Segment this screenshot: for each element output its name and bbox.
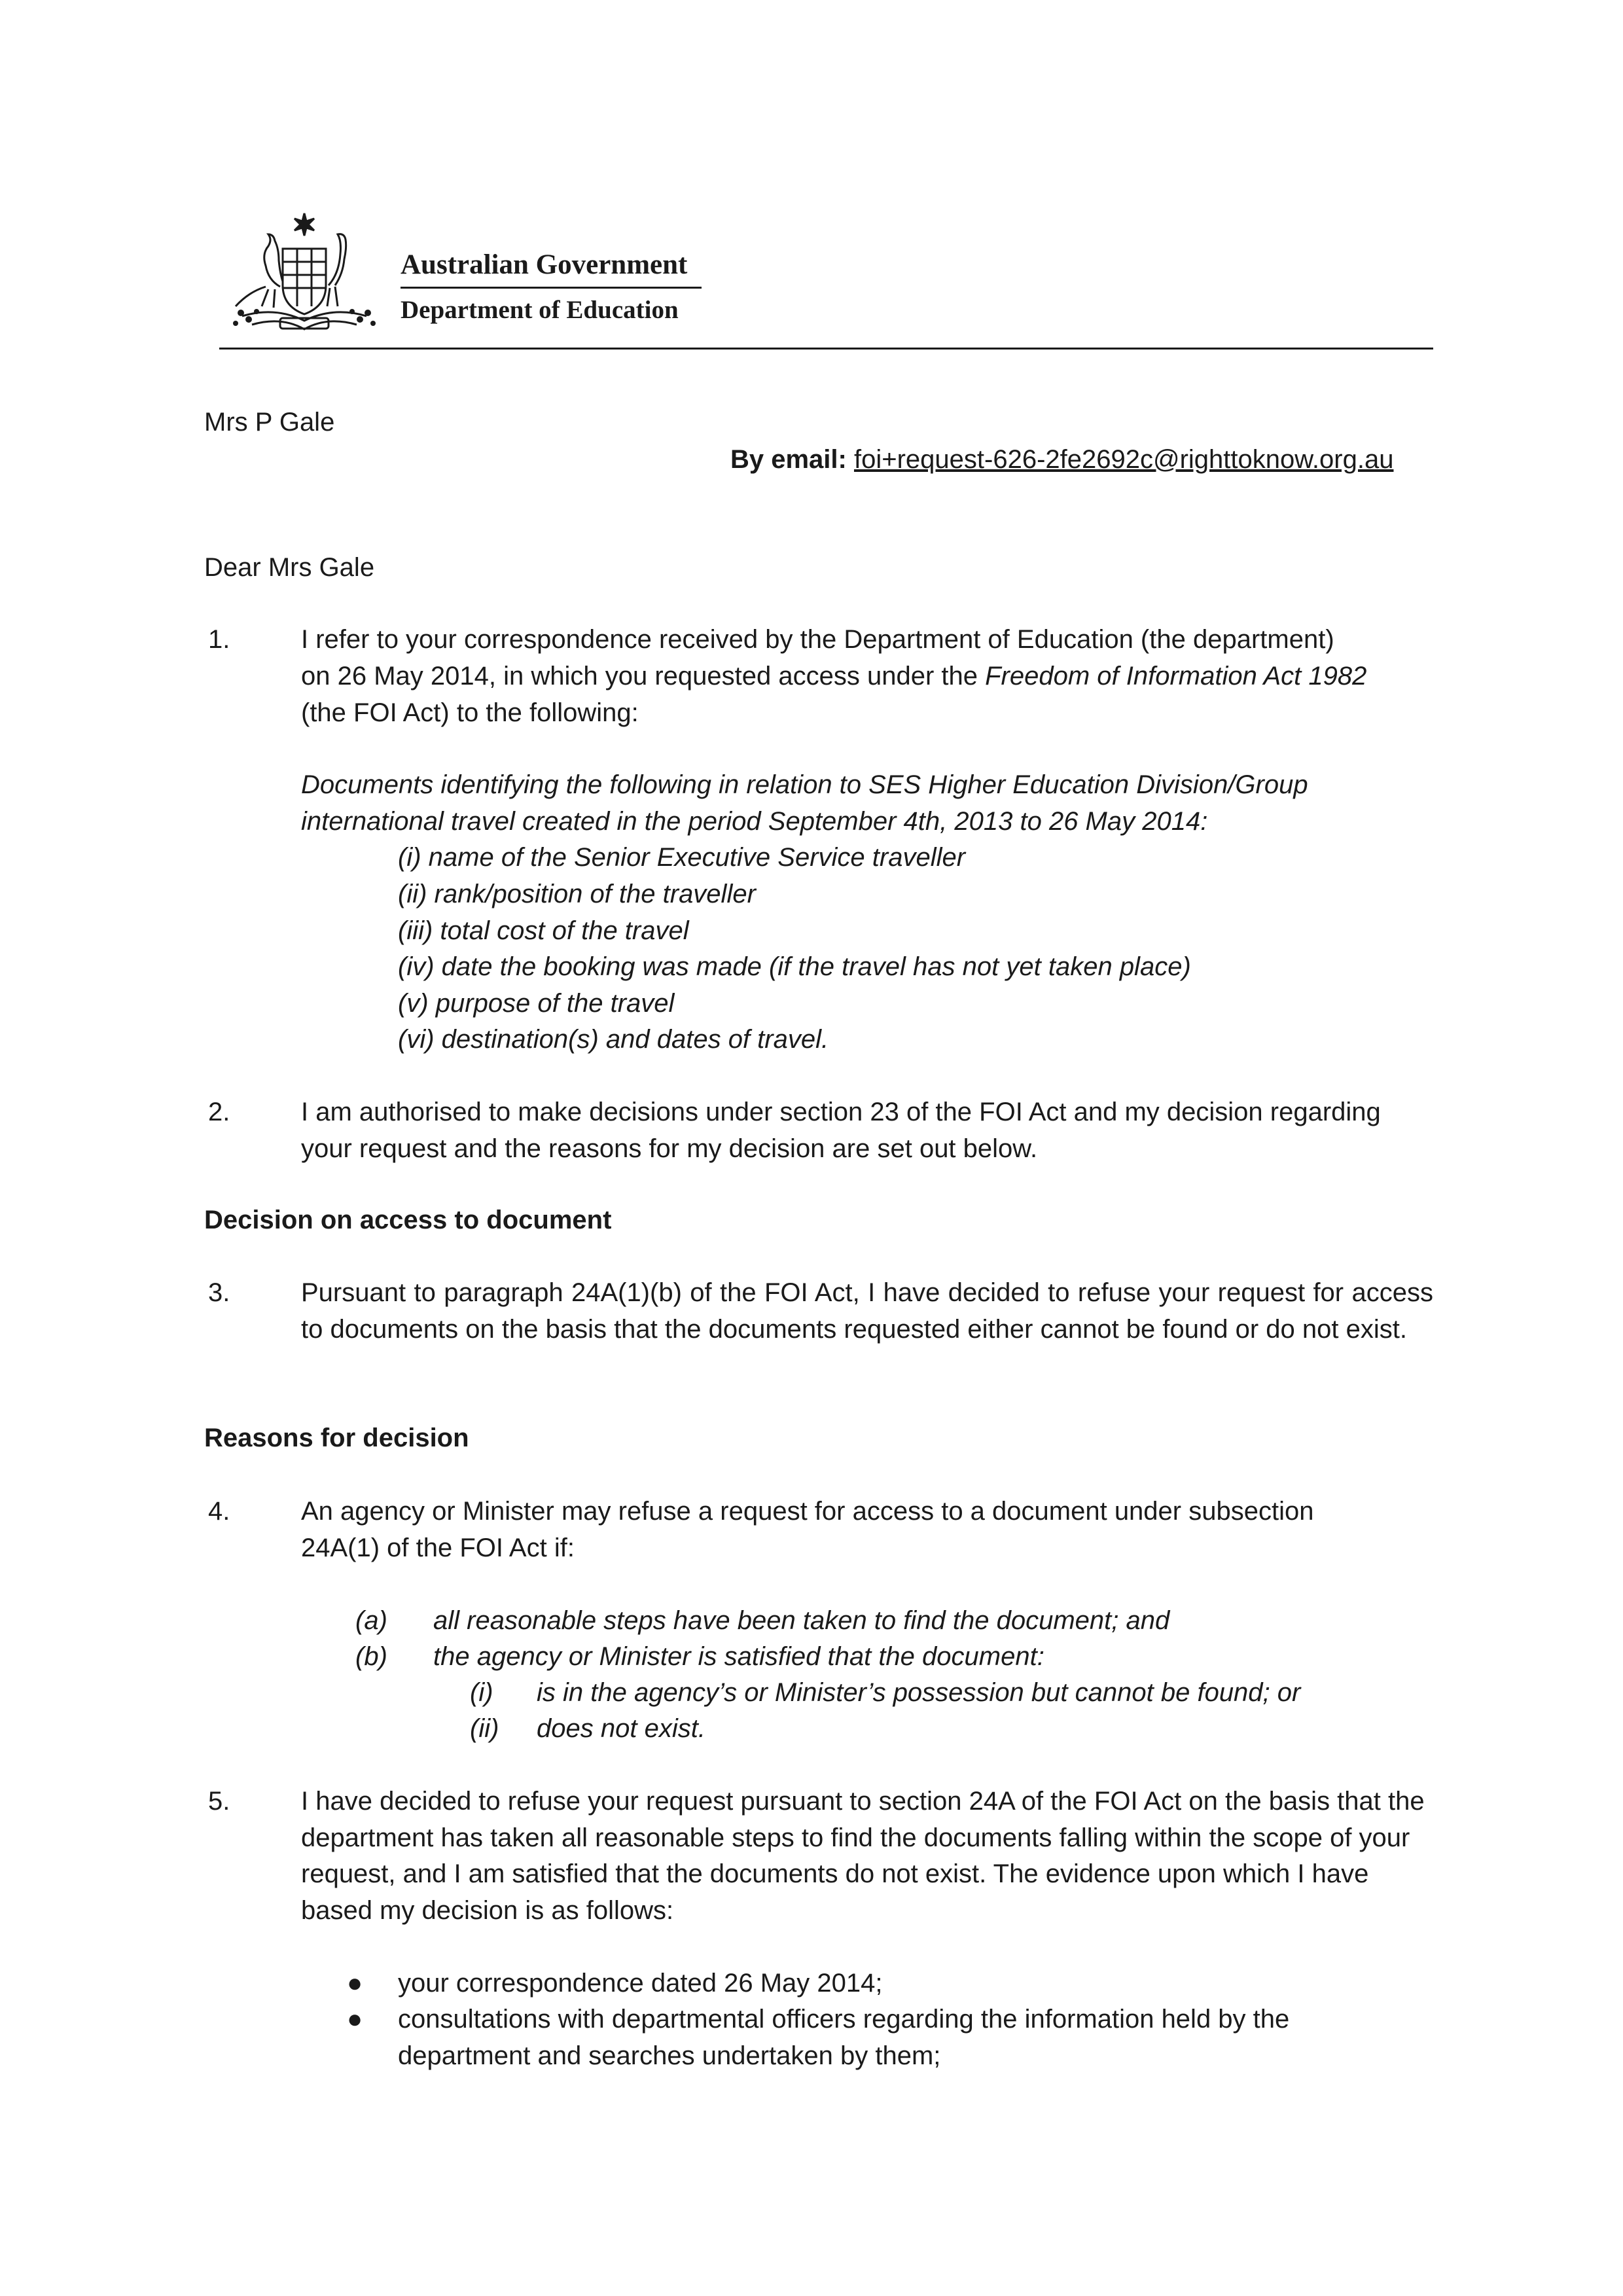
para-3-number: 3. <box>208 1278 230 1307</box>
bullet-item: your correspondence dated 26 May 2014; <box>398 1969 883 1998</box>
coat-of-arms-icon <box>223 208 386 339</box>
request-line-2: international travel created in the period September 4th, 2013 to 26 May 2014: <box>301 807 1208 836</box>
header-rule <box>219 348 1433 350</box>
clause-ii-label: (ii) <box>470 1714 499 1743</box>
request-item: (iv) date the booking was made (if the travel has not yet taken place) <box>398 952 1191 981</box>
para-1-text: on 26 May 2014, in which you requested access under the <box>301 662 986 691</box>
para-1-line-3: (the FOI Act) to the following: <box>301 698 639 727</box>
bullet-item: consultations with departmental officers regarding the information held by the department and searches undertaken by them; <box>398 2005 1290 2070</box>
clause-b-label: (b) <box>355 1642 387 1671</box>
government-name: Australian Government <box>401 249 688 280</box>
act-title: Freedom of Information Act 1982 <box>985 662 1367 691</box>
department-name: Department of Education <box>401 296 679 324</box>
heading-reasons: Reasons for decision <box>204 1424 469 1452</box>
para-5-text: I have decided to refuse your request pursuant to section 24A of the FOI Act on the basis that the department has taken all reasonable steps to find the documents falling within the scope of your request, and I am satisfied that the documents do not exist. The evidence upon which I have based my decision is as follows: <box>301 1787 1425 1925</box>
request-item: (vi) destination(s) and dates of travel. <box>398 1025 829 1054</box>
clause-i-text: is in the agency’s or Minister’s possession but cannot be found; or <box>537 1678 1301 1707</box>
request-line-1: Documents identifying the following in relation to SES Higher Education Division/Group <box>301 770 1308 799</box>
request-item: (v) purpose of the travel <box>398 989 675 1018</box>
para-2-text: I am authorised to make decisions under section 23 of the FOI Act and my decision regarding your request and the reasons for my decision are set out below. <box>301 1098 1381 1163</box>
clause-a-label: (a) <box>355 1606 387 1635</box>
para-4-text: An agency or Minister may refuse a request for access to a document under subsection 24A(1) of the FOI Act if: <box>301 1497 1314 1562</box>
para-1-line-2 <box>301 658 1366 694</box>
para-2-number: 2. <box>208 1098 230 1126</box>
clause-i-label: (i) <box>470 1678 493 1707</box>
para-3-text: Pursuant to paragraph 24A(1)(b) of the FOI Act, I have decided to refuse your request for access to documents on the basis that the documents requested either cannot be found or do not exist. <box>301 1278 1433 1344</box>
email-link[interactable]: foi+request-626-2fe2692c@righttoknow.org.au <box>853 445 1394 474</box>
para-1-number: 1. <box>208 625 230 654</box>
clause-a-text: all reasonable steps have been taken to find the document; and <box>433 1606 1170 1635</box>
recipient-name: Mrs P Gale <box>204 408 335 437</box>
bullet-icon: ● <box>347 2005 363 2034</box>
request-item: (iii) total cost of the travel <box>398 916 689 945</box>
letterhead-divider <box>401 287 702 289</box>
salutation: Dear Mrs Gale <box>204 553 375 582</box>
request-item: (ii) rank/position of the traveller <box>398 880 756 908</box>
email-line <box>730 442 1393 478</box>
clause-ii-text: does not exist. <box>537 1714 705 1743</box>
bullet-icon: ● <box>347 1969 363 1998</box>
letterhead-title <box>401 249 702 325</box>
request-item: (i) name of the Senior Executive Service traveller <box>398 843 966 872</box>
clause-b-text: the agency or Minister is satisfied that the document: <box>433 1642 1044 1671</box>
para-4-number: 4. <box>208 1497 230 1526</box>
para-5-number: 5. <box>208 1787 230 1816</box>
email-label: By email: <box>730 445 847 474</box>
para-1-line-1: I refer to your correspondence received by the Department of Education (the department) <box>301 625 1334 654</box>
heading-decision: Decision on access to document <box>204 1206 612 1234</box>
